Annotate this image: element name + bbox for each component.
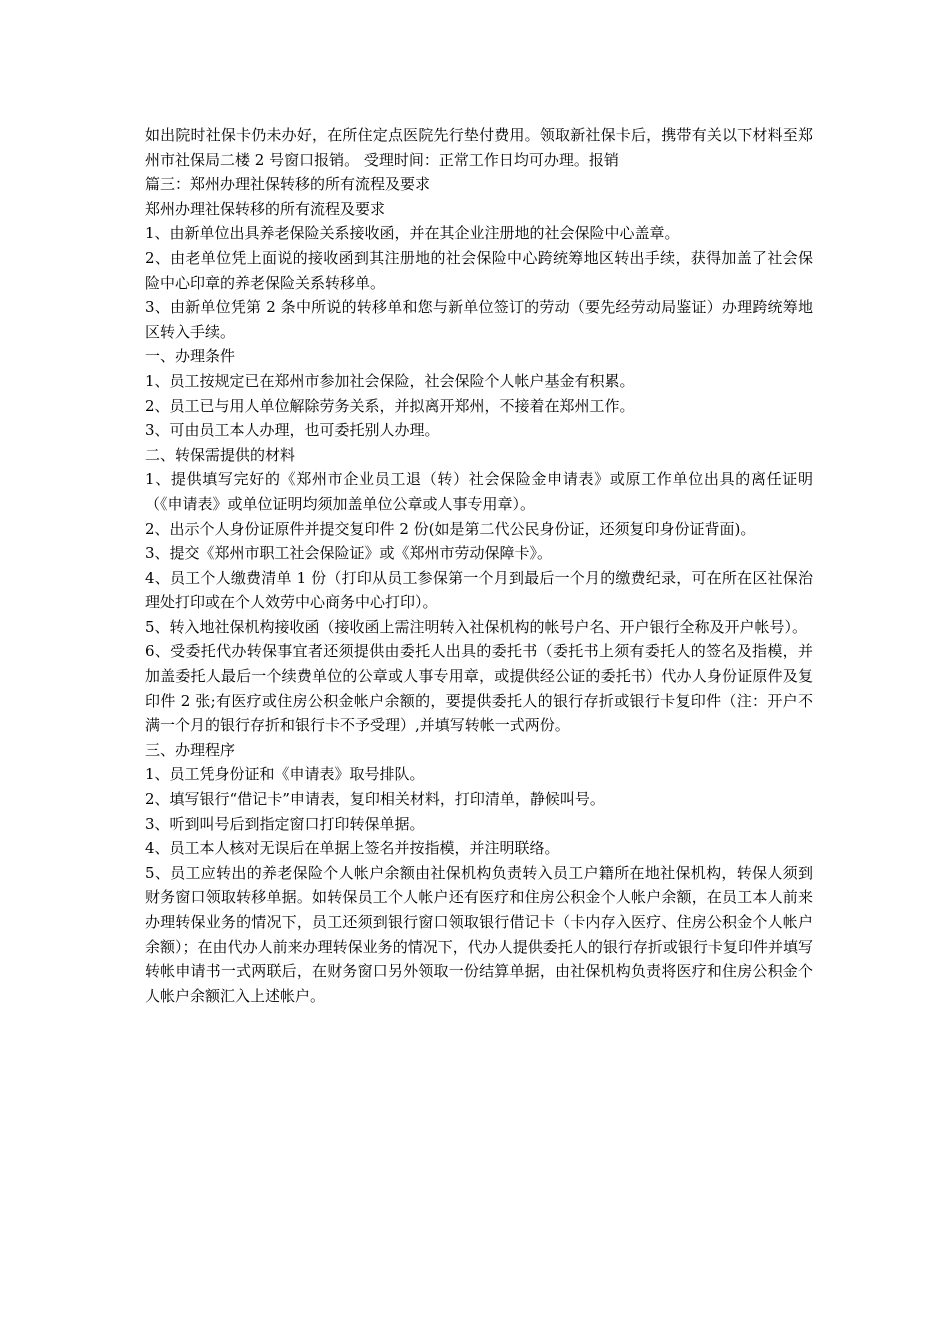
list-item: 2、员工已与用人单位解除劳务关系，并拟离开郑州，不接着在郑州工作。: [145, 396, 635, 415]
list-item: 2、填写银行“借记卡”申请表，复印相关材料，打印清单，静候叫号。: [145, 790, 605, 809]
list-item: 5、员工应转出的养老保险个人帐户余额由社保机构负责转入员工户籍所在地社保机构，转保人须到财务窗口领取转移单据。如转保员工个人帐户还有医疗和住房公积金个人帐户余额，在员工本人前来办理转保业务的情况下，员工还须到银行窗口领取银行借记卡（卡内存入医疗、住房公积金个人帐户余额）；在由代办人前来办理转保业务的情况下，代办人提供委托人的银行存折或银行卡复印件并填写转帐申请书一式两联后，在财务窗口另外领取一份结算单据，由社保机构负责将医疗和住房公积金个人帐户余额汇入上述帐户。: [145, 863, 813, 1005]
list-item: 3、提交《郑州市职工社会保险证》或《郑州市劳动保障卡》。: [145, 544, 553, 563]
list-item: 2、由老单位凭上面说的接收函到其注册地的社会保险中心跨统筹地区转出手续，获得加盖了社会保险中心印章的养老保险关系转移单。: [145, 248, 813, 292]
list-item: 1、员工按规定已在郑州市参加社会保险，社会保险个人帐户基金有积累。: [145, 371, 635, 390]
subtitle: 郑州办理社保转移的所有流程及要求: [145, 199, 386, 218]
subsection-heading-conditions: 一、办理条件: [145, 347, 236, 366]
list-item: 1、由新单位出具养老保险关系接收函，并在其企业注册地的社会保险中心盖章。: [145, 224, 680, 243]
list-item: 3、听到叫号后到指定窗口打印转保单据。: [145, 814, 425, 833]
list-item: 4、员工本人核对无误后在单据上签名并按指模，并注明联络。: [145, 839, 560, 858]
list-item: 3、由新单位凭第 2 条中所说的转移单和您与新单位签订的劳动（要先经劳动局鉴证）办理跨统筹地区转入手续。: [145, 298, 813, 341]
section-heading: 篇三：郑州办理社保转移的所有流程及要求: [145, 175, 431, 194]
paragraph-reimbursement: 如出院时社保卡仍未办好，在所住定点医院先行垫付费用。领取新社保卡后，携带有关以下材料至郑州市社保局二楼 2 号窗口报销。 受理时间：正常工作日均可办理。报销: [145, 126, 813, 169]
subsection-heading-materials: 二、转保需提供的材料: [145, 445, 296, 464]
list-item: 2、出示个人身份证原件并提交复印件 2 份(如是第二代公民身份证，还须复印身份证背面)。: [145, 519, 756, 538]
list-item: 1、提供填写完好的《郑州市企业员工退（转）社会保险金申请表》或原工作单位出具的离任证明（《申请表》或单位证明均须加盖单位公章或人事专用章）。: [145, 470, 813, 513]
subsection-heading-procedure: 三、办理程序: [145, 740, 236, 759]
list-item: 5、转入地社保机构接收函（接收函上需注明转入社保机构的帐号户名、开户银行全称及开户帐号）。: [145, 617, 808, 636]
list-item: 6、受委托代办转保事宜者还须提供由委托人出具的委托书（委托书上须有委托人的签名及指模，并加盖委托人最后一个续费单位的公章或人事专用章，或提供经公证的委托书）代办人身份证原件及复印件 2 张;有医疗或住房公积金帐户余额的，要提供委托人的银行存折或银行卡复印件（注：开户不满一个月的银行存折和银行卡不予受理）,并填写转帐一式两份。: [145, 642, 813, 735]
list-item: 3、可由员工本人办理，也可委托别人办理。: [145, 421, 440, 440]
list-item: 4、员工个人缴费清单 1 份（打印从员工参保第一个月到最后一个月的缴费纪录，可在所在区社保治理处打印或在个人效劳中心商务中心打印）。: [145, 568, 813, 612]
document-page: [145, 123, 813, 1008]
list-item: 1、员工凭身份证和《申请表》取号排队。: [145, 765, 425, 784]
